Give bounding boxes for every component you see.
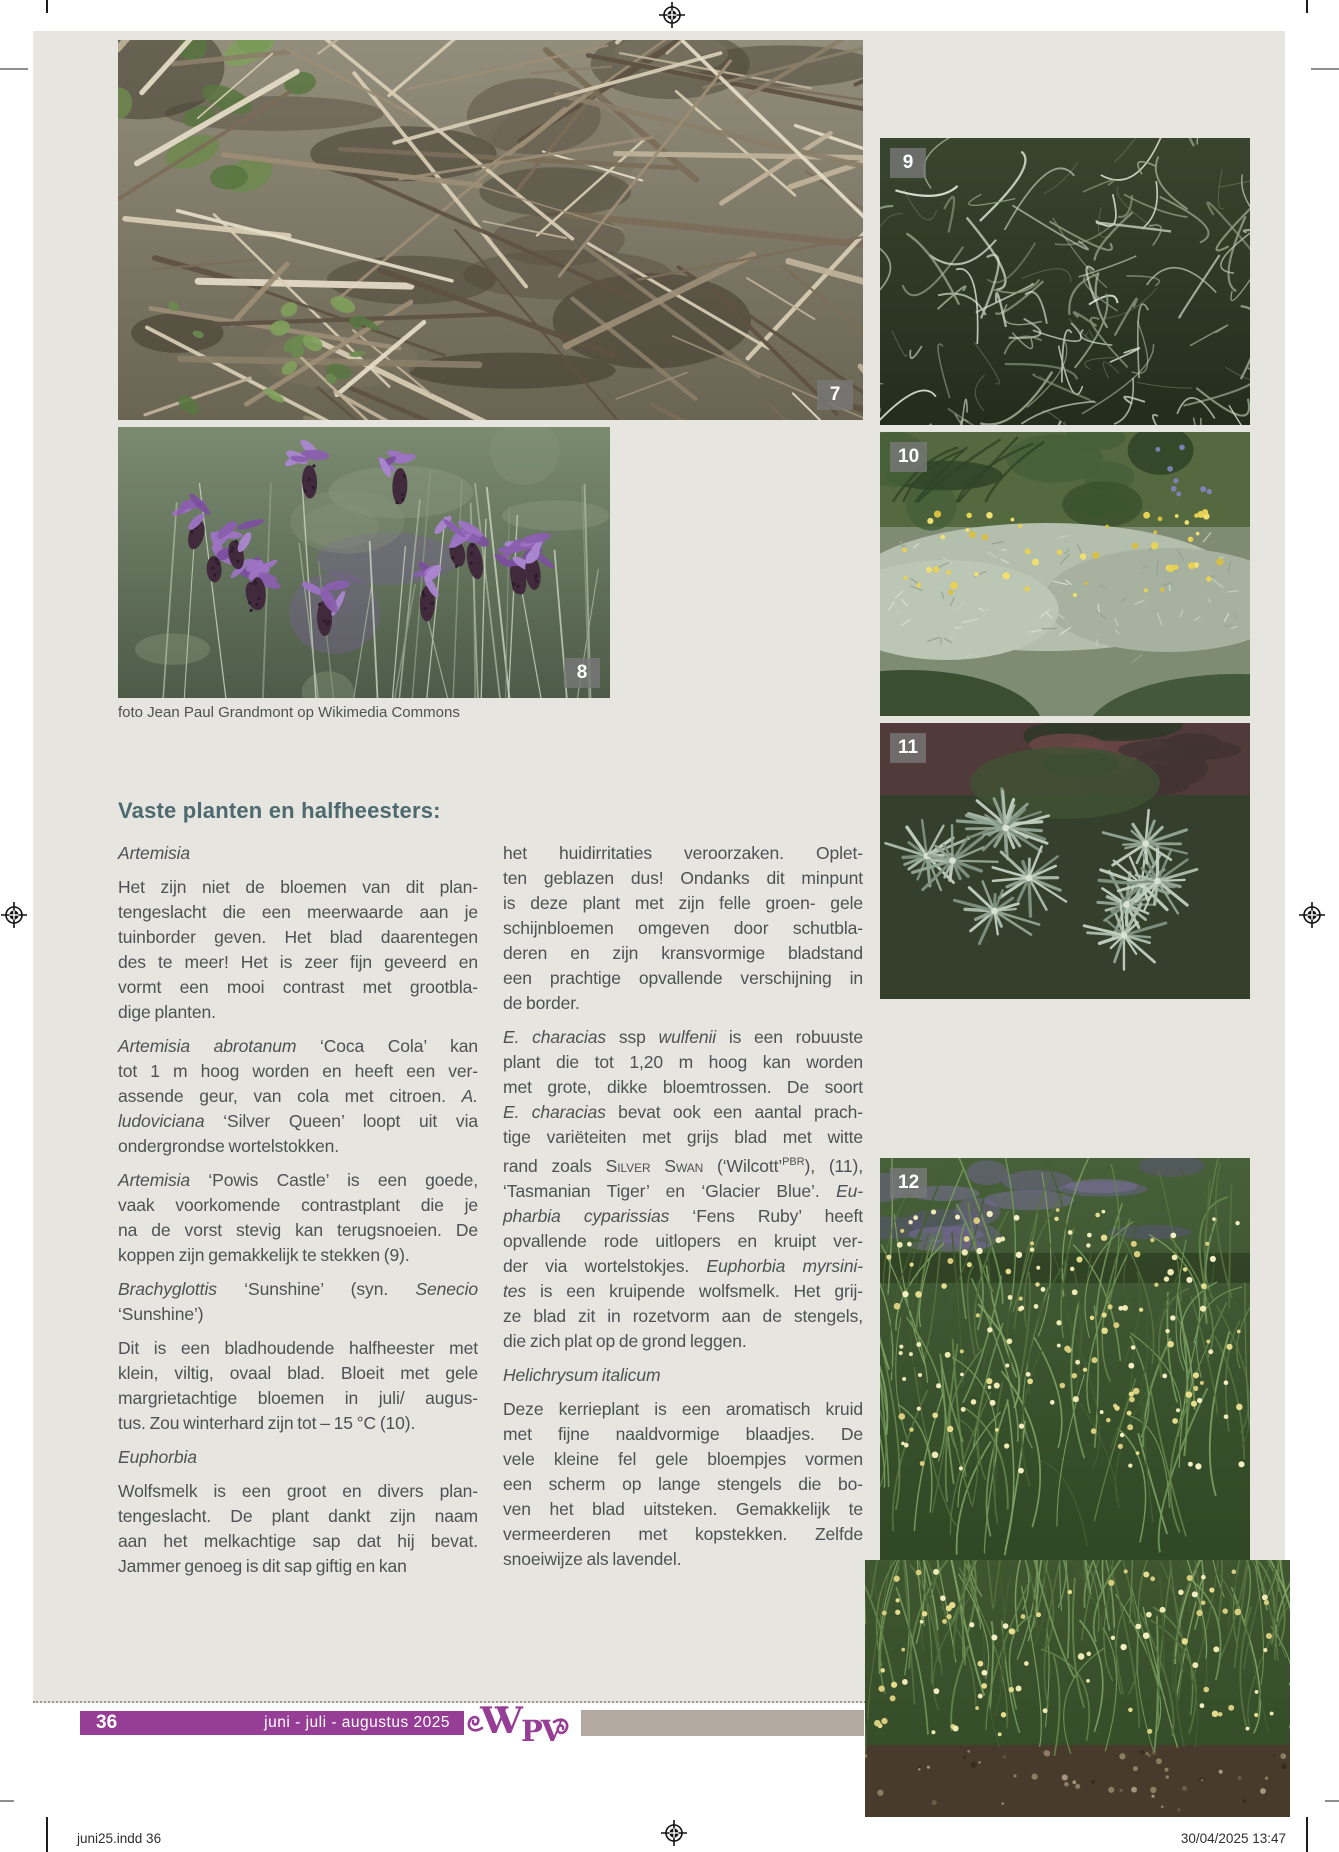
text-run: tes xyxy=(503,1280,527,1301)
photo-art xyxy=(880,138,1250,425)
text-line xyxy=(118,1361,478,1386)
text-run: is een robuuste xyxy=(716,1027,863,1047)
text-run: vermeerderen met kopstekken. Zelfde xyxy=(503,1523,863,1544)
text-line xyxy=(503,991,863,1016)
registration-mark-right xyxy=(1298,901,1326,929)
bleed-mark-right-top xyxy=(1311,68,1339,70)
text-run: ludoviciana xyxy=(118,1111,205,1131)
text-run: des te meer! Het is zeer fijn geveerd en xyxy=(118,952,478,972)
section-heading: Vaste planten en halfheesters: xyxy=(118,798,441,823)
text-line xyxy=(118,1059,478,1084)
text-run: ‘Powis Castle’ is een goede, xyxy=(190,1170,478,1190)
text-line xyxy=(503,1179,863,1204)
text-line xyxy=(118,1134,478,1159)
species-subhead: Artemisia xyxy=(118,843,191,863)
text-line xyxy=(118,1386,478,1411)
text-run: rand zoals xyxy=(503,1155,606,1176)
text-run: is een kruipende wolfsmelk. Het grij- xyxy=(526,1280,863,1301)
text-run: de border. xyxy=(503,993,580,1013)
text-run: snoeiwijze als lavendel. xyxy=(503,1548,682,1569)
text-run: Dit is een bladhoudende halfheester met xyxy=(118,1338,478,1358)
text-line xyxy=(503,1279,863,1304)
text-line xyxy=(118,1168,478,1193)
text-run: tot 1 m hoog worden en heeft een ver- xyxy=(118,1061,478,1081)
species-subhead: Helichrysum italicum xyxy=(503,1364,661,1385)
issue-date: juni - juli - augustus 2025 xyxy=(264,1714,450,1731)
text-run: een prachtige opvallende verschijning in xyxy=(503,968,863,988)
photo-number-badge: 8 xyxy=(564,658,600,688)
text-line xyxy=(118,875,478,900)
text-run: ssp xyxy=(606,1027,659,1047)
text-line xyxy=(503,916,863,941)
text-run: ven het blad uitsteken. Gemakkelijk te xyxy=(503,1498,863,1519)
photo-art xyxy=(865,1560,1290,1817)
text-line xyxy=(118,1302,478,1327)
text-line xyxy=(503,1422,863,1447)
text-run: tuinborder geven. Het blad daarentegen xyxy=(118,927,478,947)
text-line xyxy=(503,1229,863,1254)
photo-number-badge: 12 xyxy=(890,1168,927,1198)
print-slug-filename: juni25.indd 36 xyxy=(77,1831,162,1846)
photo-art xyxy=(118,40,863,420)
text-run: ‘Tasmanian Tiger’ en ‘Glacier Blue’. xyxy=(503,1180,837,1201)
text-run: wulfenii xyxy=(658,1027,717,1047)
photo-12 xyxy=(880,1158,1250,1560)
photo-9 xyxy=(880,138,1250,425)
text-line xyxy=(503,891,863,916)
text-run: Jammer genoeg is dit sap giftig en kan xyxy=(118,1556,407,1576)
vvpv-logo-art xyxy=(466,1692,570,1748)
registration-mark-bottom xyxy=(660,1819,688,1847)
registration-mark-top xyxy=(658,1,686,29)
footer-bar xyxy=(80,1711,464,1735)
paragraph xyxy=(118,875,478,1025)
paragraph xyxy=(503,841,863,1016)
text-run: A. xyxy=(461,1086,478,1106)
text-run: deren en zijn kransvormige bladstand xyxy=(503,943,863,963)
bleed-mark-right-bottom xyxy=(1325,1800,1339,1802)
text-line xyxy=(503,1304,863,1329)
text-line xyxy=(503,941,863,966)
text-line xyxy=(118,1336,478,1361)
text-run: der via wortelstokjes. xyxy=(503,1255,707,1276)
photo-12-continued xyxy=(865,1560,1290,1817)
text-line xyxy=(503,1125,863,1150)
text-run: Euphorbia myrsini- xyxy=(706,1255,863,1276)
text-run: ondergrondse wortelstokken. xyxy=(118,1136,340,1156)
text-run: (‘Wilcott’ xyxy=(703,1155,783,1176)
text-run: ten geblazen dus! Ondanks dit minpunt xyxy=(503,868,863,888)
text-run: ), (11), xyxy=(804,1155,863,1176)
text-run: Deze kerrieplant is een aromatisch kruid xyxy=(503,1398,863,1419)
text-run: klein, viltig, ovaal blad. Bloeit met gele xyxy=(118,1363,478,1383)
photo-art xyxy=(880,1158,1250,1560)
text-run: na de vorst stevig kan terugsnoeien. De xyxy=(118,1220,478,1240)
text-run: Silver Swan xyxy=(605,1155,704,1176)
text-line xyxy=(118,950,478,975)
crop-mark-bottom-right xyxy=(1306,1817,1308,1852)
text-line xyxy=(503,1447,863,1472)
text-run: ‘Sunshine’ (syn. xyxy=(216,1279,416,1299)
text-run: dige planten. xyxy=(118,1002,216,1022)
photo-number-badge: 11 xyxy=(890,733,926,763)
text-run: tus. Zou winterhard zijn tot – 15 °C (10). xyxy=(118,1413,416,1433)
text-run: tengeslacht die een meerwaarde aan je xyxy=(118,902,478,922)
text-line xyxy=(118,1554,478,1579)
photo-art xyxy=(118,427,610,698)
footer-tan-bar xyxy=(581,1710,864,1736)
text-run: E. characias xyxy=(503,1027,607,1047)
text-line xyxy=(118,1193,478,1218)
text-line xyxy=(503,1497,863,1522)
text-run: opvallende rode uitlopers en kruipt ver- xyxy=(503,1230,863,1251)
text-run: ‘Sunshine’) xyxy=(118,1304,204,1324)
text-line xyxy=(118,1411,478,1436)
crop-mark-bottom-left xyxy=(46,1817,48,1852)
text-line xyxy=(503,1150,863,1179)
crop-mark-top-left xyxy=(46,0,48,13)
text-run: Artemisia abrotanum xyxy=(118,1036,297,1056)
text-run: Brachyglottis xyxy=(118,1279,217,1299)
paragraph xyxy=(118,1336,478,1436)
text-line xyxy=(503,866,863,891)
text-run: die zich plat op de grond leggen. xyxy=(503,1330,747,1351)
crop-mark-top-right xyxy=(1306,0,1308,13)
text-line xyxy=(118,1243,478,1268)
text-line xyxy=(503,1254,863,1279)
photo-7 xyxy=(118,40,863,420)
bleed-mark-left-bottom xyxy=(0,1800,14,1802)
text-line xyxy=(118,1109,478,1134)
photo-number-badge: 7 xyxy=(817,380,853,410)
bleed-mark-left-top xyxy=(0,68,28,70)
registration-mark-left xyxy=(0,901,28,929)
paragraph xyxy=(118,1034,478,1159)
text-run: vele kleine fel gele bloempjes vormen xyxy=(503,1448,863,1469)
photo-10 xyxy=(880,432,1250,716)
text-run: PBR xyxy=(782,1156,805,1168)
text-run: Het zijn niet de bloemen van dit plan- xyxy=(118,877,478,897)
text-line xyxy=(118,1529,478,1554)
text-line xyxy=(118,1034,478,1059)
text-run: vaak voorkomende contrastplant die je xyxy=(118,1195,478,1215)
vvpv-logo xyxy=(466,1692,570,1748)
text-run: schijnbloemen omgeven door schutbla- xyxy=(503,918,863,938)
text-line xyxy=(503,1522,863,1547)
photo-credit-caption: foto Jean Paul Grandmont op Wikimedia Commons xyxy=(118,704,460,721)
text-run: pharbia cyparissias xyxy=(503,1205,670,1226)
text-run: plant die tot 1,20 m hoog kan worden xyxy=(503,1052,863,1072)
text-line xyxy=(503,1204,863,1229)
logo-text-pv: PV xyxy=(521,1714,562,1748)
text-line xyxy=(118,925,478,950)
paragraph xyxy=(503,1025,863,1354)
photo-8 xyxy=(118,427,610,698)
photo-art xyxy=(880,432,1250,716)
paragraph xyxy=(118,1168,478,1268)
text-line xyxy=(118,1504,478,1529)
logo-text-vv: VV xyxy=(480,1700,510,1742)
text-run: Eu- xyxy=(836,1180,863,1201)
text-column-right xyxy=(503,841,863,1581)
paragraph xyxy=(118,1277,478,1327)
text-run: tige variëteiten met grijs blad met witte xyxy=(503,1127,863,1147)
photo-number-badge: 9 xyxy=(890,148,926,178)
text-run: ze blad zit in rozetvorm aan de stengels, xyxy=(503,1305,863,1326)
text-line xyxy=(503,1329,863,1354)
text-run: bevat ook een aantal prach- xyxy=(605,1102,863,1122)
text-line xyxy=(503,1472,863,1497)
text-run: is deze plant met zijn felle groen- gele xyxy=(503,893,863,913)
text-run: koppen zijn gemakkelijk te stekken (9). xyxy=(118,1245,410,1265)
text-run: ‘Fens Ruby’ heeft xyxy=(669,1205,863,1226)
page-number: 36 xyxy=(96,1712,118,1733)
text-run: Senecio xyxy=(415,1279,478,1299)
text-run: ‘Coca Cola’ kan xyxy=(296,1036,478,1056)
text-line xyxy=(503,1100,863,1125)
photo-number-badge: 10 xyxy=(890,442,927,472)
text-line xyxy=(503,1075,863,1100)
text-run: het huidirritaties veroorzaken. Oplet- xyxy=(503,843,863,863)
text-run: margrietachtige bloemen in juli/ augus- xyxy=(118,1388,478,1408)
text-line xyxy=(503,1050,863,1075)
text-line xyxy=(503,1397,863,1422)
text-run: Wolfsmelk is een groot en divers plan- xyxy=(118,1481,478,1501)
text-run: vormt een mooi contrast met grootbla- xyxy=(118,977,478,997)
photo-art xyxy=(880,723,1250,999)
text-line xyxy=(503,966,863,991)
text-run: aan het melkachtige sap dat hij bevat. xyxy=(118,1531,478,1551)
text-run: een scherm op lange stengels die bo- xyxy=(503,1473,863,1494)
text-line xyxy=(503,1547,863,1572)
text-line xyxy=(118,975,478,1000)
paragraph xyxy=(118,1479,478,1579)
text-run: E. characias xyxy=(503,1102,606,1122)
text-run: tengeslacht. De plant dankt zijn naam xyxy=(118,1506,478,1526)
text-column-left xyxy=(118,841,478,1588)
species-subhead: Euphorbia xyxy=(118,1447,197,1467)
print-slug-timestamp: 30/04/2025 13:47 xyxy=(1180,1831,1286,1846)
text-run: Artemisia xyxy=(118,1170,191,1190)
text-line xyxy=(118,1218,478,1243)
text-line xyxy=(503,1025,863,1050)
text-run: met grote, dikke bloemtrossen. De soort xyxy=(503,1077,863,1097)
text-run: ‘Silver Queen’ loopt uit via xyxy=(204,1111,478,1131)
text-line xyxy=(118,1479,478,1504)
photo-11 xyxy=(880,723,1250,999)
text-run: assende geur, van cola met citroen. xyxy=(118,1086,462,1106)
text-line xyxy=(118,1000,478,1025)
paragraph xyxy=(503,1397,863,1572)
text-line xyxy=(118,1277,478,1302)
text-line xyxy=(118,900,478,925)
text-line xyxy=(503,841,863,866)
text-line xyxy=(118,1084,478,1109)
text-run: met fijne naaldvormige blaadjes. De xyxy=(503,1423,863,1444)
